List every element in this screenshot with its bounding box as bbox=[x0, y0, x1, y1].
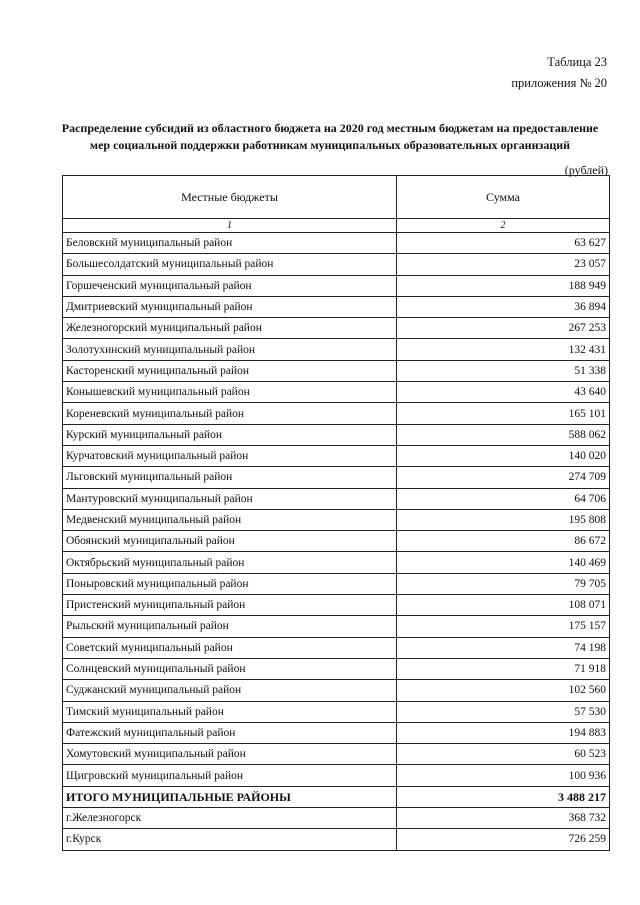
budget-name-cell: Конышевский муниципальный район bbox=[63, 382, 397, 403]
budget-name-cell: Горшеченский муниципальный район bbox=[63, 275, 397, 296]
table-row bbox=[63, 616, 610, 637]
table-row bbox=[63, 467, 610, 488]
sum-cell: 51 338 bbox=[397, 360, 610, 381]
sum-cell: 368 732 bbox=[397, 808, 610, 829]
table-row bbox=[63, 658, 610, 679]
table-row bbox=[63, 233, 610, 254]
budget-name-cell: Хомутовский муниципальный район bbox=[63, 744, 397, 765]
sum-cell: 140 469 bbox=[397, 552, 610, 573]
sum-cell: 71 918 bbox=[397, 658, 610, 679]
budget-name-cell: Фатежский муниципальный район bbox=[63, 722, 397, 743]
table-row bbox=[63, 509, 610, 530]
sum-cell: 588 062 bbox=[397, 424, 610, 445]
budget-name-cell: Дмитриевский муниципальный район bbox=[63, 296, 397, 317]
budget-name-cell: Беловский муниципальный район bbox=[63, 233, 397, 254]
budget-name-cell: Мантуровский муниципальный район bbox=[63, 488, 397, 509]
table-row bbox=[63, 531, 610, 552]
table-row bbox=[63, 765, 610, 786]
table-row bbox=[63, 488, 610, 509]
sum-cell: 165 101 bbox=[397, 403, 610, 424]
budget-name-cell: Рыльский муниципальный район bbox=[63, 616, 397, 637]
sum-cell: 63 627 bbox=[397, 233, 610, 254]
table-row bbox=[63, 403, 610, 424]
sum-cell: 86 672 bbox=[397, 531, 610, 552]
table-body bbox=[63, 233, 610, 851]
sum-cell: 57 530 bbox=[397, 701, 610, 722]
table-row bbox=[63, 445, 610, 466]
appendix-reference: приложения № 20 bbox=[511, 76, 607, 90]
sum-cell: 100 936 bbox=[397, 765, 610, 786]
budget-name-cell: Курчатовский муниципальный район bbox=[63, 445, 397, 466]
table-row bbox=[63, 382, 610, 403]
budget-name-cell: Золотухинский муниципальный район bbox=[63, 339, 397, 360]
budget-name-cell: г.Курск bbox=[63, 829, 397, 850]
sum-cell: 132 431 bbox=[397, 339, 610, 360]
budget-name-cell: Тимский муниципальный район bbox=[63, 701, 397, 722]
budget-name-cell: Обоянский муниципальный район bbox=[63, 531, 397, 552]
table-row bbox=[63, 552, 610, 573]
sum-cell: 274 709 bbox=[397, 467, 610, 488]
table-row bbox=[63, 318, 610, 339]
sum-cell: 188 949 bbox=[397, 275, 610, 296]
sum-cell: 102 560 bbox=[397, 680, 610, 701]
budget-name-cell: Суджанский муниципальный район bbox=[63, 680, 397, 701]
sum-cell: 195 808 bbox=[397, 509, 610, 530]
table-row bbox=[63, 296, 610, 317]
budget-name-cell: Солнцевский муниципальный район bbox=[63, 658, 397, 679]
budget-name-cell: Кореневский муниципальный район bbox=[63, 403, 397, 424]
budget-name-cell: Советский муниципальный район bbox=[63, 637, 397, 658]
budget-name-cell: Октябрьский муниципальный район bbox=[63, 552, 397, 573]
sum-cell: 3 488 217 bbox=[397, 786, 610, 807]
table-row bbox=[63, 701, 610, 722]
subsidy-table bbox=[62, 175, 610, 851]
table-row bbox=[63, 808, 610, 829]
budget-name-cell: Касторенский муниципальный район bbox=[63, 360, 397, 381]
budget-name-cell: Пристенский муниципальный район bbox=[63, 595, 397, 616]
sum-cell: 194 883 bbox=[397, 722, 610, 743]
budget-name-cell: Щигровский муниципальный район bbox=[63, 765, 397, 786]
sum-cell: 175 157 bbox=[397, 616, 610, 637]
budget-name-cell: ИТОГО МУНИЦИПАЛЬНЫЕ РАЙОНЫ bbox=[63, 786, 397, 807]
column-number-1: 1 bbox=[63, 219, 397, 233]
column-number-2: 2 bbox=[397, 219, 610, 233]
budget-name-cell: Медвенский муниципальный район bbox=[63, 509, 397, 530]
document-title bbox=[30, 120, 630, 154]
table-header-row bbox=[63, 176, 610, 219]
document-title-line-2: мер социальной поддержки работникам муниципальных образовательных организаций bbox=[89, 138, 571, 152]
column-header-budgets: Местные бюджеты bbox=[63, 176, 397, 219]
sum-cell: 64 706 bbox=[397, 488, 610, 509]
budget-name-cell: Большесолдатский муниципальный район bbox=[63, 254, 397, 275]
column-header-sum: Сумма bbox=[397, 176, 610, 219]
sum-cell: 36 894 bbox=[397, 296, 610, 317]
budget-name-cell: Курский муниципальный район bbox=[63, 424, 397, 445]
document-title-line-1: Распределение субсидий из областного бюджета на 2020 год местным бюджетам на предоставление bbox=[61, 121, 599, 135]
budget-name-cell: Поныровский муниципальный район bbox=[63, 573, 397, 594]
table-row bbox=[63, 744, 610, 765]
sum-cell: 60 523 bbox=[397, 744, 610, 765]
sum-cell: 726 259 bbox=[397, 829, 610, 850]
budget-name-cell: Железногорский муниципальный район bbox=[63, 318, 397, 339]
budget-name-cell: г.Железногорск bbox=[63, 808, 397, 829]
table-total-row bbox=[63, 786, 610, 807]
sum-cell: 79 705 bbox=[397, 573, 610, 594]
unit-label: (рублей) bbox=[564, 163, 608, 177]
table-row bbox=[63, 339, 610, 360]
table-row bbox=[63, 360, 610, 381]
column-number-row bbox=[63, 219, 610, 233]
table-row bbox=[63, 254, 610, 275]
sum-cell: 267 253 bbox=[397, 318, 610, 339]
sum-cell: 43 640 bbox=[397, 382, 610, 403]
budget-name-cell: Льговский муниципальный район bbox=[63, 467, 397, 488]
table-row bbox=[63, 637, 610, 658]
sum-cell: 140 020 bbox=[397, 445, 610, 466]
sum-cell: 74 198 bbox=[397, 637, 610, 658]
sum-cell: 23 057 bbox=[397, 254, 610, 275]
table-row bbox=[63, 573, 610, 594]
table-row bbox=[63, 722, 610, 743]
table-row bbox=[63, 680, 610, 701]
sum-cell: 108 071 bbox=[397, 595, 610, 616]
table-row bbox=[63, 275, 610, 296]
table-row bbox=[63, 424, 610, 445]
table-row bbox=[63, 595, 610, 616]
table-reference: Таблица 23 bbox=[547, 55, 607, 69]
table-row bbox=[63, 829, 610, 850]
